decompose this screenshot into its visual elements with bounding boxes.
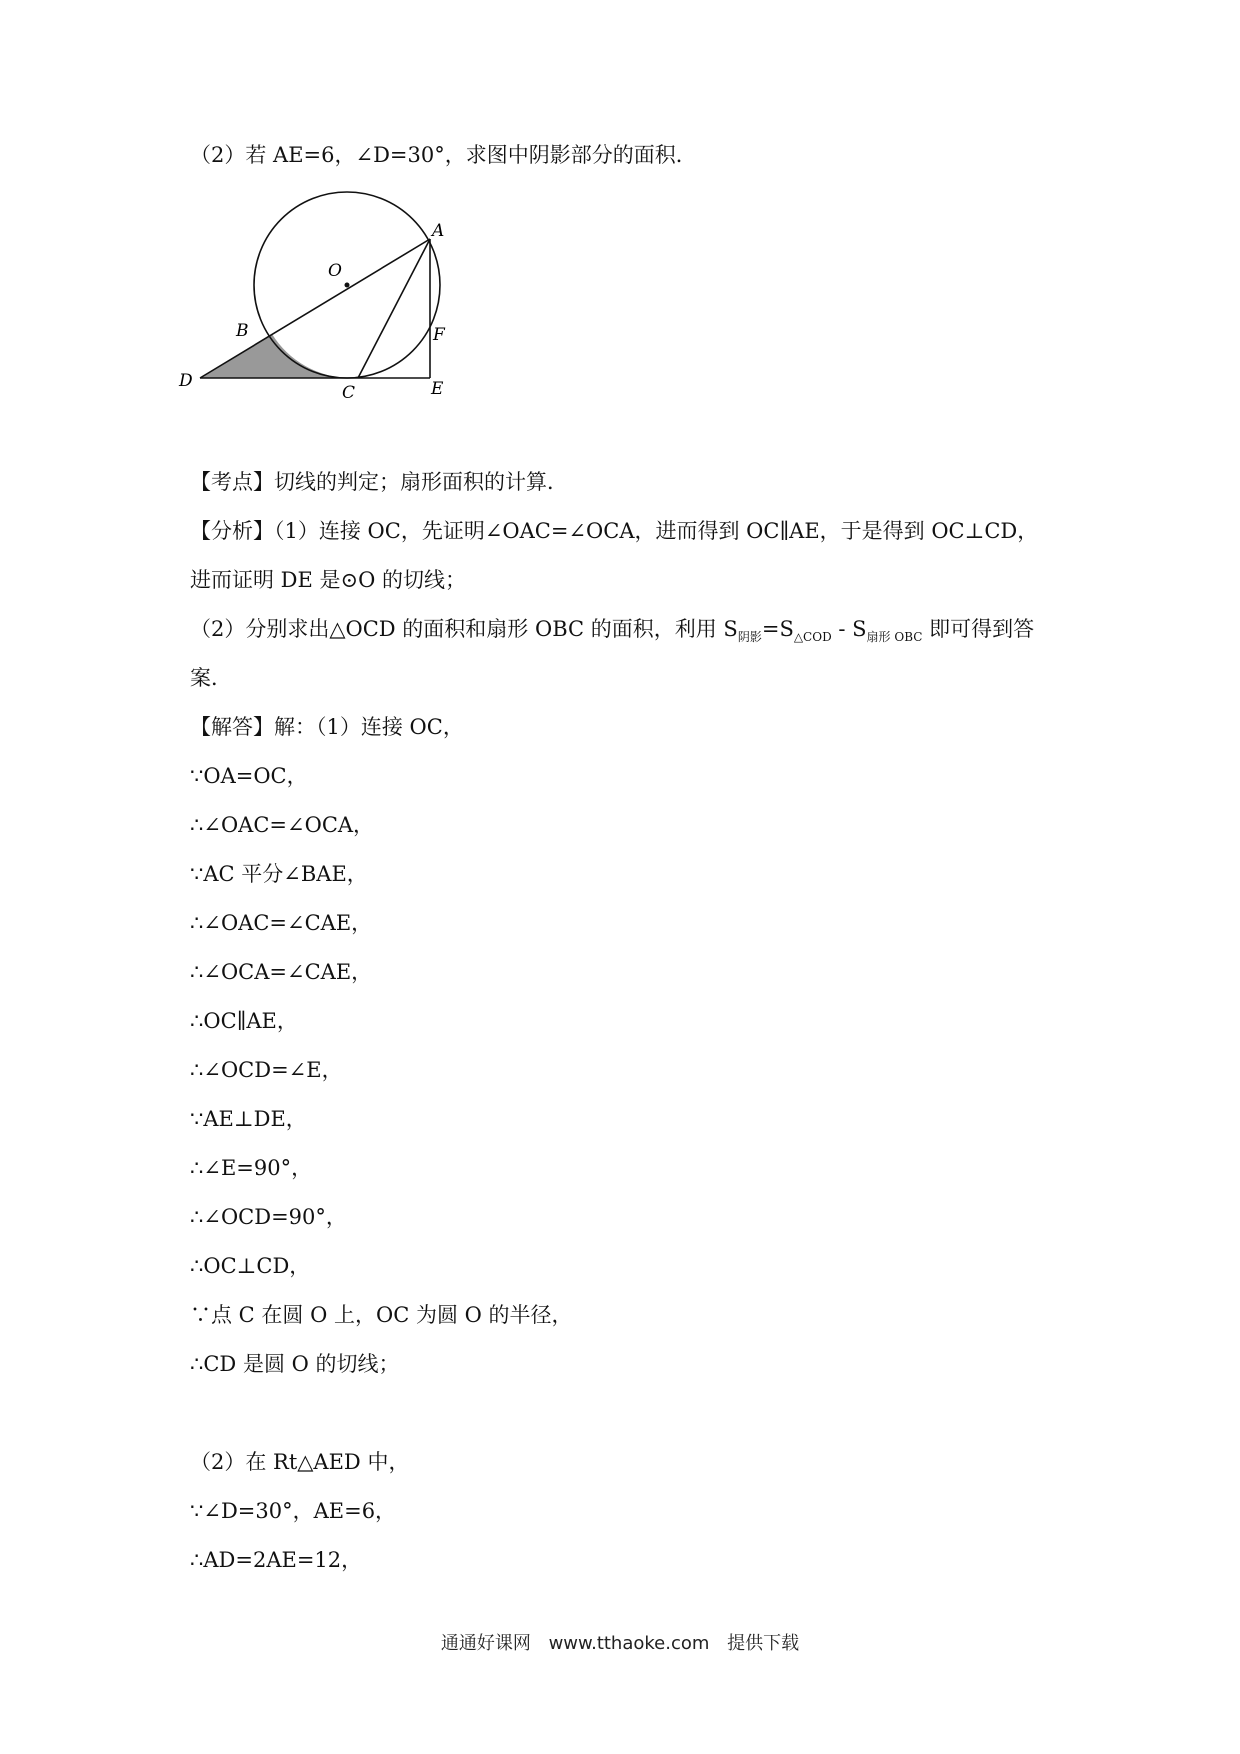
jieda-line-7: ∴∠OCD=∠E， xyxy=(190,1058,343,1082)
page-footer xyxy=(0,1629,1240,1655)
label-d: D xyxy=(179,371,193,391)
jieda-line-6: ∴OC∥AE， xyxy=(190,1009,298,1033)
fenxi-line-3-part-d: 即可得到答 xyxy=(922,617,1035,641)
fenxi-line-2: 进而证明 DE 是⊙O 的切线； xyxy=(190,568,467,592)
jieda-line-8: ∵AE⊥DE， xyxy=(190,1107,307,1131)
subscript-shaded: 阴影 xyxy=(737,630,762,644)
jieda-line-9: ∴∠E=90°， xyxy=(190,1156,313,1180)
subscript-sector: 扇形 OBC xyxy=(866,630,923,644)
question-text: （2）若 AE=6，∠D=30°，求图中阴影部分的面积． xyxy=(190,143,697,167)
label-e: E xyxy=(431,379,444,399)
jieda-line-13: ∴CD 是圆 O 的切线； xyxy=(190,1352,400,1376)
jieda-line-10: ∴∠OCD=90°， xyxy=(190,1205,347,1229)
line-da xyxy=(200,239,430,378)
fenxi-line-3-part-c: - S xyxy=(831,617,867,641)
jieda-line-2: ∴∠OAC=∠OCA， xyxy=(190,813,375,837)
kaodian-text: 【考点】切线的判定；扇形面积的计算． xyxy=(190,470,568,494)
center-dot xyxy=(345,283,350,288)
shaded-region xyxy=(200,334,350,378)
footer-action: 提供下载 xyxy=(727,1633,800,1654)
label-c: C xyxy=(342,383,356,403)
label-o: O xyxy=(328,261,342,281)
label-a: A xyxy=(432,221,445,241)
jieda-line-0: 【解答】解：（1）连接 OC， xyxy=(190,715,464,739)
fenxi-line-3-part-a: （2）分别求出△OCD 的面积和扇形 OBC 的面积，利用 S xyxy=(190,617,738,641)
jieda-line-11: ∴OC⊥CD， xyxy=(190,1254,311,1278)
geometry-figure xyxy=(179,218,490,408)
label-b: B xyxy=(236,321,249,341)
jieda-line-5: ∴∠OCA=∠CAE， xyxy=(190,960,373,984)
label-f: F xyxy=(433,325,445,345)
fenxi-line-3-part-b: =S xyxy=(761,617,794,641)
fenxi-line-3 xyxy=(190,617,1034,642)
footer-site-name: 通通好课网 xyxy=(440,1633,531,1654)
jieda-line-12: ∵点 C 在圆 O 上，OC 为圆 O 的半径， xyxy=(190,1303,573,1327)
fenxi-line-1: 【分析】（1）连接 OC，先证明∠OAC=∠OCA，进而得到 OC∥AE，于是得到 OC⊥CD， xyxy=(190,519,1039,543)
jieda-line-4: ∴∠OAC=∠CAE， xyxy=(190,911,373,935)
part2-line-2: ∴AD=2AE=12， xyxy=(190,1548,363,1572)
jieda-line-1: ∵OA=OC， xyxy=(190,764,308,788)
fenxi-line-4: 案． xyxy=(190,666,232,690)
footer-url[interactable]: www.tthaoke.com xyxy=(548,1633,710,1654)
part2-line-1: ∵∠D=30°，AE=6， xyxy=(190,1499,397,1523)
jieda-line-3: ∵AC 平分∠BAE， xyxy=(190,862,368,886)
subscript-cod: △COD xyxy=(793,630,832,644)
part2-line-0: （2）在 Rt△AED 中， xyxy=(190,1450,410,1474)
